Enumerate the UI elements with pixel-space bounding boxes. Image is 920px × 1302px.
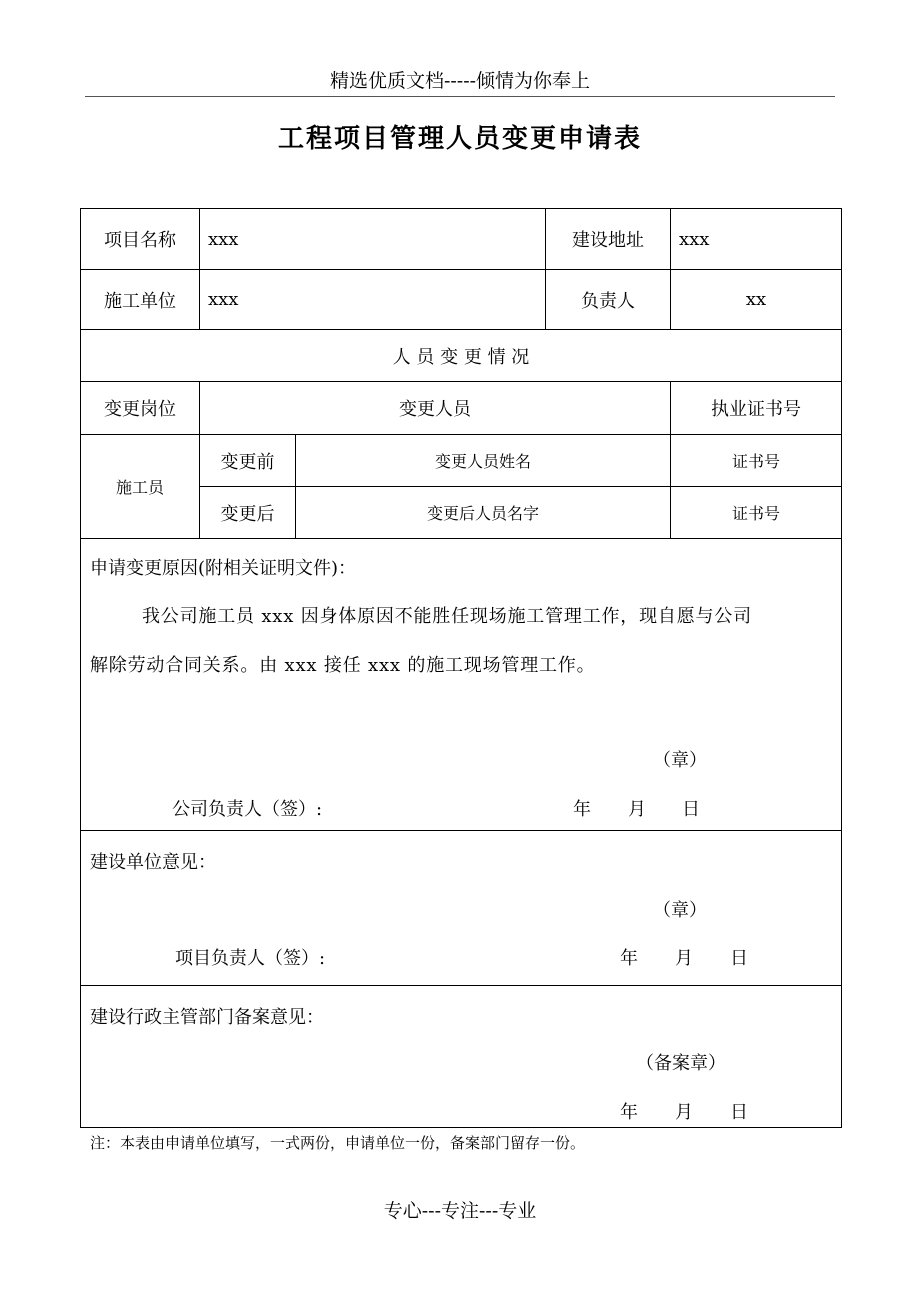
section-title: 人 员 变 更 情 况 — [81, 330, 842, 382]
section-row — [81, 330, 842, 382]
reason-seal: （章） — [653, 750, 707, 771]
admin-opinion-row — [81, 986, 842, 1128]
footnote: 注：本表由申请单位填写，一式两份，申请单位一份，备案部门留存一份。 — [90, 1134, 586, 1152]
reason-line-2: 解除劳动合同关系。由 xxx 接任 xxx 的施工现场管理工作。 — [90, 655, 596, 676]
admin-day: 日 — [730, 1102, 748, 1123]
reason-day: 日 — [682, 799, 700, 820]
manager-value[interactable]: xx — [671, 270, 842, 330]
column-header-row — [81, 382, 842, 435]
after-cert[interactable]: 证书号 — [671, 487, 842, 539]
builder-day: 日 — [730, 948, 748, 969]
col-cert-header: 执业证书号 — [671, 382, 842, 435]
admin-seal: （备案章） — [636, 1053, 726, 1074]
before-cert[interactable]: 证书号 — [671, 435, 842, 487]
contractor-row — [81, 270, 842, 330]
page-header: 精选优质文档-----倾情为你奉上 — [329, 70, 591, 92]
builder-seal: （章） — [653, 900, 707, 921]
address-label: 建设地址 — [546, 209, 671, 270]
contractor-value[interactable]: xxx — [200, 270, 546, 330]
col-person-header: 变更人员 — [200, 382, 671, 435]
admin-month: 月 — [675, 1102, 693, 1123]
admin-opinion-block[interactable] — [81, 986, 841, 1127]
manager-label: 负责人 — [546, 270, 671, 330]
page-footer: 专心---专注---专业 — [383, 1200, 537, 1222]
builder-opinion-row — [81, 831, 842, 986]
builder-opinion-label: 建设单位意见： — [90, 852, 216, 873]
reason-year: 年 — [573, 799, 591, 820]
change-request-form — [80, 208, 842, 1128]
header-divider — [85, 96, 835, 97]
project-name-label: 项目名称 — [81, 209, 200, 270]
before-label: 变更前 — [200, 435, 296, 487]
reason-block[interactable] — [81, 539, 841, 830]
before-row — [81, 435, 842, 487]
after-name[interactable]: 变更后人员名字 — [296, 487, 671, 539]
builder-month: 月 — [675, 948, 693, 969]
admin-year: 年 — [620, 1102, 638, 1123]
project-row — [81, 209, 842, 270]
reason-month: 月 — [628, 799, 646, 820]
reason-label: 申请变更原因(附相关证明文件)： — [90, 558, 357, 579]
document-title: 工程项目管理人员变更申请表 — [277, 124, 642, 154]
address-value[interactable]: xxx — [671, 209, 842, 270]
after-label: 变更后 — [200, 487, 296, 539]
col-position-header: 变更岗位 — [81, 382, 200, 435]
reason-row — [81, 539, 842, 831]
role-cell: 施工员 — [81, 435, 200, 539]
before-name[interactable]: 变更人员姓名 — [296, 435, 671, 487]
contractor-label: 施工单位 — [81, 270, 200, 330]
builder-year: 年 — [620, 948, 638, 969]
admin-opinion-label: 建设行政主管部门备案意见： — [90, 1007, 324, 1028]
reason-line-1: 我公司施工员 xxx 因身体原因不能胜任现场施工管理工作，现自愿与公司 — [142, 606, 752, 627]
project-name-value[interactable]: xxx — [200, 209, 546, 270]
reason-signer: 公司负责人（签）: — [172, 799, 323, 820]
builder-signer: 项目负责人（签）: — [175, 948, 326, 969]
builder-opinion-block[interactable] — [81, 831, 841, 985]
